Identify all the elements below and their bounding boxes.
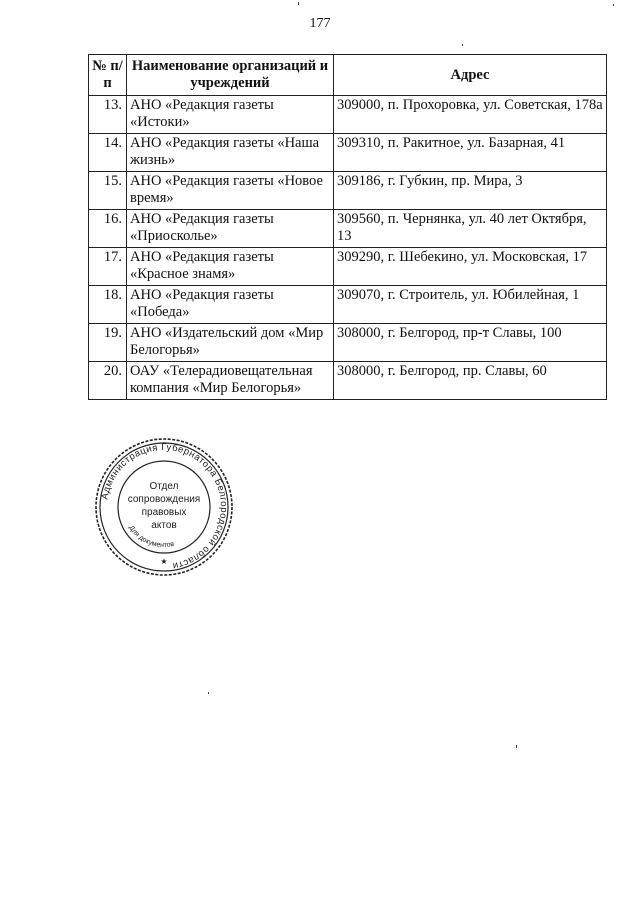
row-number: 18. — [89, 286, 127, 324]
row-number: 15. — [89, 172, 127, 210]
scan-speck — [462, 44, 463, 46]
table-row — [89, 134, 607, 172]
stamp-center-line: актов — [151, 520, 177, 531]
header-address: Адрес — [334, 55, 607, 96]
row-organization: АНО «Редакция газеты «Победа» — [127, 286, 334, 324]
table-row — [89, 96, 607, 134]
table-row — [89, 324, 607, 362]
table-row — [89, 286, 607, 324]
table-row — [89, 362, 607, 400]
row-organization: АНО «Редакция газеты «Наша жизнь» — [127, 134, 334, 172]
stamp-ring-text: Администрация Губернатора Белгородской области — [99, 441, 230, 572]
row-address: 309186, г. Губкин, пр. Мира, 3 — [334, 172, 607, 210]
table-row — [89, 210, 607, 248]
row-number: 16. — [89, 210, 127, 248]
row-address: 309310, п. Ракитное, ул. Базарная, 41 — [334, 134, 607, 172]
scan-speck — [208, 692, 209, 694]
row-address: 308000, г. Белгород, пр. Славы, 60 — [334, 362, 607, 400]
row-organization: АНО «Издательский дом «Мир Белогорья» — [127, 324, 334, 362]
stamp-center-line: Отдел — [149, 481, 179, 492]
row-number: 17. — [89, 248, 127, 286]
row-number: 19. — [89, 324, 127, 362]
row-number: 13. — [89, 96, 127, 134]
row-organization: ОАУ «Телерадиовещательная компания «Мир Белогорья» — [127, 362, 334, 400]
row-organization: АНО «Редакция газеты «Истоки» — [127, 96, 334, 134]
header-organization: Наименование организаций и учреждений — [127, 55, 334, 96]
row-organization: АНО «Редакция газеты «Приосколье» — [127, 210, 334, 248]
star-icon: ★ — [160, 557, 168, 566]
scan-speck — [298, 2, 299, 5]
organizations-table — [88, 54, 607, 400]
row-organization: АНО «Редакция газеты «Красное знамя» — [127, 248, 334, 286]
scan-speck — [613, 4, 614, 6]
table-row — [89, 172, 607, 210]
row-address: 309290, г. Шебекино, ул. Московская, 17 — [334, 248, 607, 286]
row-address: 308000, г. Белгород, пр-т Славы, 100 — [334, 324, 607, 362]
table-row — [89, 248, 607, 286]
official-stamp — [94, 437, 234, 577]
table-header-row — [89, 55, 607, 96]
row-address: 309070, г. Строитель, ул. Юбилейная, 1 — [334, 286, 607, 324]
stamp-center-line: правовых — [141, 507, 187, 518]
row-address: 309000, п. Прохоровка, ул. Советская, 178а — [334, 96, 607, 134]
stamp-bottom-text: Для документов — [127, 524, 175, 550]
page-number: 177 — [309, 16, 331, 31]
scan-speck — [516, 745, 517, 748]
stamp-center-line: сопровождения — [127, 494, 201, 505]
row-number: 14. — [89, 134, 127, 172]
row-organization: АНО «Редакция газеты «Новое время» — [127, 172, 334, 210]
row-address: 309560, п. Чернянка, ул. 40 лет Октября, 13 — [334, 210, 607, 248]
header-number: № п/п — [89, 55, 127, 96]
row-number: 20. — [89, 362, 127, 400]
